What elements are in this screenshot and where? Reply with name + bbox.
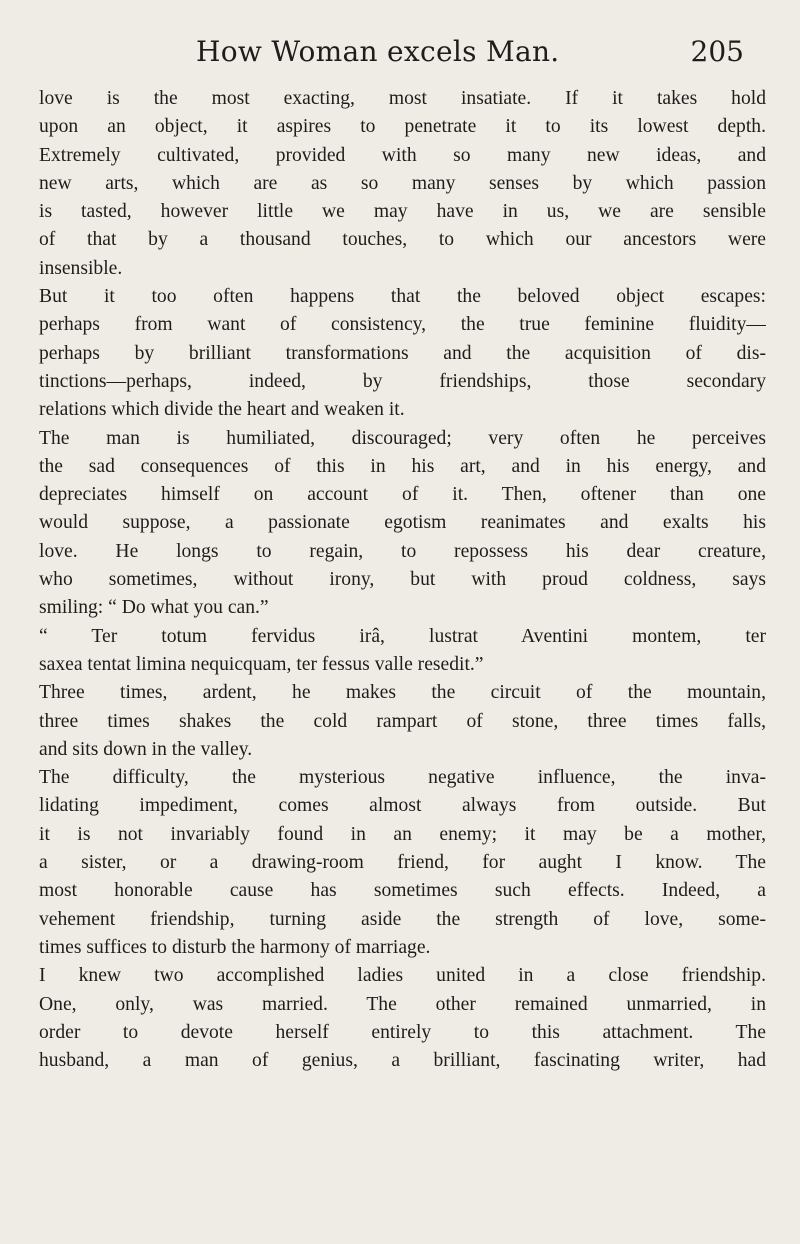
text-line: insensible. xyxy=(39,257,123,279)
text-line: upon an object, it aspires to penetrate it to its lowest depth. xyxy=(39,116,766,138)
text-line: depreciates himself on account of it. Then, oftener than one xyxy=(39,484,766,506)
text-line: husband, a man of genius, a brilliant, fascinating writer, had xyxy=(39,1050,766,1072)
text-line: times suffices to disturb the harmony of marriage. xyxy=(39,936,431,958)
text-line: The man is humiliated, discouraged; very often he perceives xyxy=(39,427,766,449)
text-line: order to devote herself entirely to this attachment. The xyxy=(39,1021,766,1043)
text-line: of that by a thousand touches, to which our ancestors were xyxy=(39,229,766,251)
page-number: 205 xyxy=(690,35,744,68)
running-title: How Woman excels Man. xyxy=(196,35,560,68)
text-line: tinctions—perhaps, indeed, by friendships, those secondary xyxy=(39,370,766,392)
text-line: a sister, or a drawing-room friend, for aught I know. The xyxy=(39,852,766,874)
body-text xyxy=(39,85,766,1075)
text-line: and sits down in the valley. xyxy=(39,738,253,760)
text-line: relations which divide the heart and weaken it. xyxy=(39,399,405,421)
text-line: is tasted, however little we may have in us, we are sensible xyxy=(39,201,766,223)
text-line: would suppose, a passionate egotism reanimates and exalts his xyxy=(39,512,766,534)
text-line: The difficulty, the mysterious negative influence, the inva- xyxy=(39,767,766,789)
text-line: saxea tentat limina nequicquam, ter fessus valle resedit.” xyxy=(39,653,484,675)
text-line: the sad consequences of this in his art, and in his energy, and xyxy=(39,455,766,477)
text-line: perhaps from want of consistency, the true feminine fluidity— xyxy=(39,314,766,336)
text-line: vehement friendship, turning aside the strength of love, some- xyxy=(39,908,766,930)
text-line: love is the most exacting, most insatiate. If it takes hold xyxy=(39,88,766,109)
text-line: perhaps by brilliant transformations and the acquisition of dis- xyxy=(39,342,766,364)
text-line: But it too often happens that the beloved object escapes: xyxy=(39,286,766,308)
text-line: I knew two accomplished ladies united in a close friendship. xyxy=(39,965,766,987)
text-line: love. He longs to regain, to repossess his dear creature, xyxy=(39,540,766,562)
text-line: it is not invariably found in an enemy; it may be a mother, xyxy=(39,823,766,845)
text-line: One, only, was married. The other remained unmarried, in xyxy=(39,993,766,1015)
text-line: smiling: “ Do what you can.” xyxy=(39,597,269,619)
text-line: who sometimes, without irony, but with proud coldness, says xyxy=(39,569,766,591)
text-line: lidating impediment, comes almost always from outside. But xyxy=(39,795,766,817)
text-line: three times shakes the cold rampart of stone, three times falls, xyxy=(39,710,766,732)
text-line: Three times, ardent, he makes the circuit of the mountain, xyxy=(39,682,766,704)
text-line: new arts, which are as so many senses by which passion xyxy=(39,172,766,194)
text-line: Extremely cultivated, provided with so many new ideas, and xyxy=(39,144,766,166)
text-line: “ Ter totum fervidus irâ, lustrat Aventini montem, ter xyxy=(39,625,766,647)
running-head xyxy=(196,34,744,74)
text-line: most honorable cause has sometimes such effects. Indeed, a xyxy=(39,880,766,902)
